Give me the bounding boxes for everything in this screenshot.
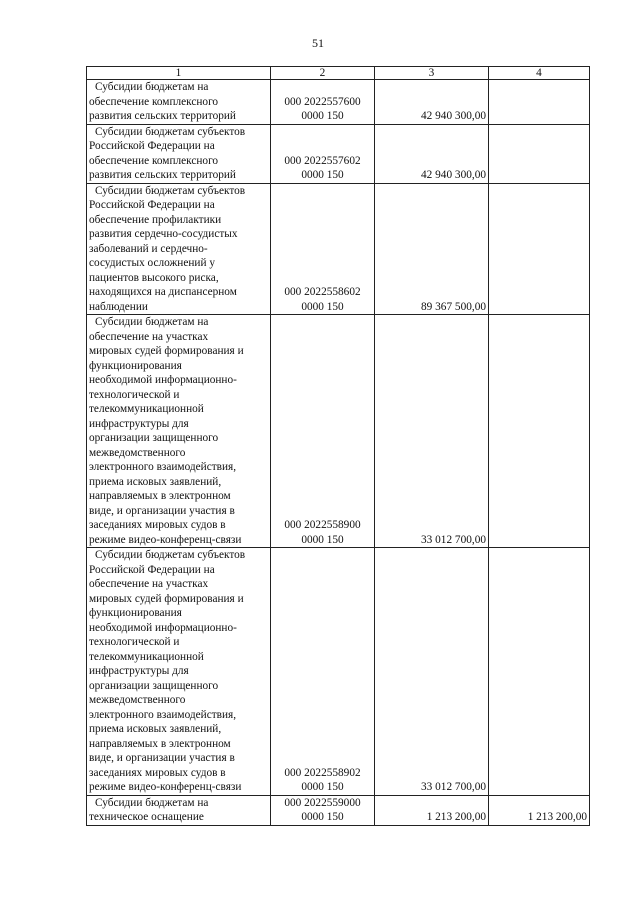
row-amount-cell: 42 940 300,00 bbox=[375, 80, 489, 125]
row-amount-cell: 42 940 300,00 bbox=[375, 124, 489, 183]
row-code-line: 0000 150 bbox=[301, 110, 344, 122]
row-name-line: обеспечение комплексного bbox=[89, 154, 219, 167]
row-name-line: телекоммуникационной bbox=[89, 650, 204, 663]
row-code-cell bbox=[271, 795, 375, 825]
table-row bbox=[87, 315, 590, 548]
row-name-line: организации защищенного bbox=[89, 432, 219, 444]
column-header-4: 4 bbox=[489, 67, 590, 80]
row-name-line: приема исковых заявлений, bbox=[89, 723, 222, 735]
column-header-1: 1 bbox=[87, 67, 271, 80]
row-name-line: обеспечение комплексного bbox=[89, 95, 219, 108]
row-name-line: Субсидии бюджетам субъектов bbox=[95, 549, 246, 561]
row-code-line: 0000 150 bbox=[301, 300, 344, 313]
row-name-line: Российской Федерации на bbox=[89, 140, 215, 152]
row-amount-cell: 1 213 200,00 bbox=[375, 795, 489, 825]
row-amount-col4-cell bbox=[489, 80, 590, 125]
row-name-line: обеспечение на участках bbox=[89, 330, 209, 343]
row-amount-col4-cell bbox=[489, 124, 590, 183]
row-name-cell bbox=[87, 548, 271, 796]
row-name-line: режиме видео-конференц-связи bbox=[89, 533, 242, 546]
column-header-3: 3 bbox=[375, 67, 489, 80]
row-name-line: развития сердечно-сосудистых bbox=[89, 228, 238, 240]
row-name-line: Субсидии бюджетам на bbox=[95, 81, 209, 93]
row-name-line: направляемых в электронном bbox=[89, 490, 231, 502]
table-row bbox=[87, 80, 590, 125]
row-name-cell bbox=[87, 795, 271, 825]
table-header-row bbox=[87, 67, 590, 80]
row-name-line: наблюдении bbox=[89, 300, 148, 313]
row-name-line: инфраструктуры для bbox=[89, 417, 189, 430]
row-name-cell bbox=[87, 183, 271, 315]
row-name-cell bbox=[87, 80, 271, 125]
row-name-cell bbox=[87, 124, 271, 183]
row-name-line: организации защищенного bbox=[89, 679, 219, 692]
table-row bbox=[87, 124, 590, 183]
row-code-line: 000 2022559000 bbox=[284, 796, 361, 809]
row-name-line: направляемых в электронном bbox=[89, 737, 231, 750]
row-code-line: 0000 150 bbox=[301, 169, 344, 181]
table-row bbox=[87, 548, 590, 796]
row-name-line: межведомственного bbox=[89, 446, 186, 459]
row-name-line: обеспечение на участках bbox=[89, 578, 209, 590]
row-code-cell bbox=[271, 124, 375, 183]
row-code-line: 0000 150 bbox=[301, 781, 344, 793]
row-name-line: пациентов высокого риска, bbox=[89, 271, 219, 284]
row-code-line: 0000 150 bbox=[301, 533, 344, 546]
row-name-line: техническое оснащение bbox=[89, 811, 204, 823]
row-name-line: заседаниях мировых судов в bbox=[89, 766, 226, 779]
row-name-line: необходимой информационно- bbox=[89, 374, 237, 386]
row-name-line: виде, и организации участия в bbox=[89, 752, 235, 764]
row-name-line: инфраструктуры для bbox=[89, 665, 189, 677]
row-name-line: межведомственного bbox=[89, 694, 186, 706]
row-code-cell bbox=[271, 80, 375, 125]
row-name-line: Российской Федерации на bbox=[89, 199, 215, 211]
row-code-line: 000 2022557600 bbox=[284, 95, 361, 108]
row-name-line: находящихся на диспансерном bbox=[89, 286, 237, 298]
row-name-line: заболеваний и сердечно- bbox=[89, 242, 208, 255]
row-code-cell bbox=[271, 548, 375, 796]
row-name-line: мировых судей формирования и bbox=[89, 345, 244, 357]
row-name-line: обеспечение профилактики bbox=[89, 213, 222, 226]
row-name-line: виде, и организации участия в bbox=[89, 504, 235, 517]
row-name-line: развития сельских территорий bbox=[89, 110, 236, 122]
row-amount-cell: 89 367 500,00 bbox=[375, 183, 489, 315]
table-row bbox=[87, 795, 590, 825]
row-name-line: приема исковых заявлений, bbox=[89, 475, 222, 488]
column-header-2: 2 bbox=[271, 67, 375, 80]
row-code-cell bbox=[271, 183, 375, 315]
row-code-line: 000 2022558902 bbox=[284, 766, 361, 779]
row-amount-cell: 33 012 700,00 bbox=[375, 315, 489, 548]
row-name-line: Субсидии бюджетам на bbox=[95, 316, 209, 328]
row-name-line: заседаниях мировых судов в bbox=[89, 519, 226, 531]
row-code-line: 000 2022558602 bbox=[284, 286, 361, 298]
row-amount-col4-cell bbox=[489, 548, 590, 796]
row-name-line: Российской Федерации на bbox=[89, 563, 215, 576]
row-name-line: режиме видео-конференц-связи bbox=[89, 781, 242, 793]
row-name-line: технологической и bbox=[89, 636, 180, 648]
row-name-line: Субсидии бюджетам субъектов bbox=[95, 184, 246, 197]
row-amount-col4-cell bbox=[489, 183, 590, 315]
row-amount-col4-cell: 1 213 200,00 bbox=[489, 795, 590, 825]
row-name-line: технологической и bbox=[89, 388, 180, 401]
row-code-line: 0000 150 bbox=[301, 811, 344, 823]
budget-table bbox=[86, 66, 590, 826]
row-code-line: 000 2022558900 bbox=[284, 519, 361, 531]
row-name-line: телекоммуникационной bbox=[89, 403, 204, 415]
row-name-line: электронного взаимодействия, bbox=[89, 708, 237, 721]
page-number: 51 bbox=[312, 36, 324, 50]
row-amount-col4-cell bbox=[489, 315, 590, 548]
row-amount-cell: 33 012 700,00 bbox=[375, 548, 489, 796]
row-name-line: развития сельских территорий bbox=[89, 169, 236, 181]
row-name-line: Субсидии бюджетам субъектов bbox=[95, 125, 246, 138]
row-name-cell bbox=[87, 315, 271, 548]
row-name-line: сосудистых осложнений у bbox=[89, 257, 215, 269]
row-name-line: необходимой информационно- bbox=[89, 621, 237, 634]
row-name-line: мировых судей формирования и bbox=[89, 592, 244, 605]
table-row bbox=[87, 183, 590, 315]
row-name-line: функционирования bbox=[89, 359, 182, 372]
row-name-line: функционирования bbox=[89, 607, 182, 619]
row-code-cell bbox=[271, 315, 375, 548]
row-name-line: электронного взаимодействия, bbox=[89, 461, 237, 473]
row-name-line: Субсидии бюджетам на bbox=[95, 796, 209, 809]
row-code-line: 000 2022557602 bbox=[284, 154, 361, 167]
